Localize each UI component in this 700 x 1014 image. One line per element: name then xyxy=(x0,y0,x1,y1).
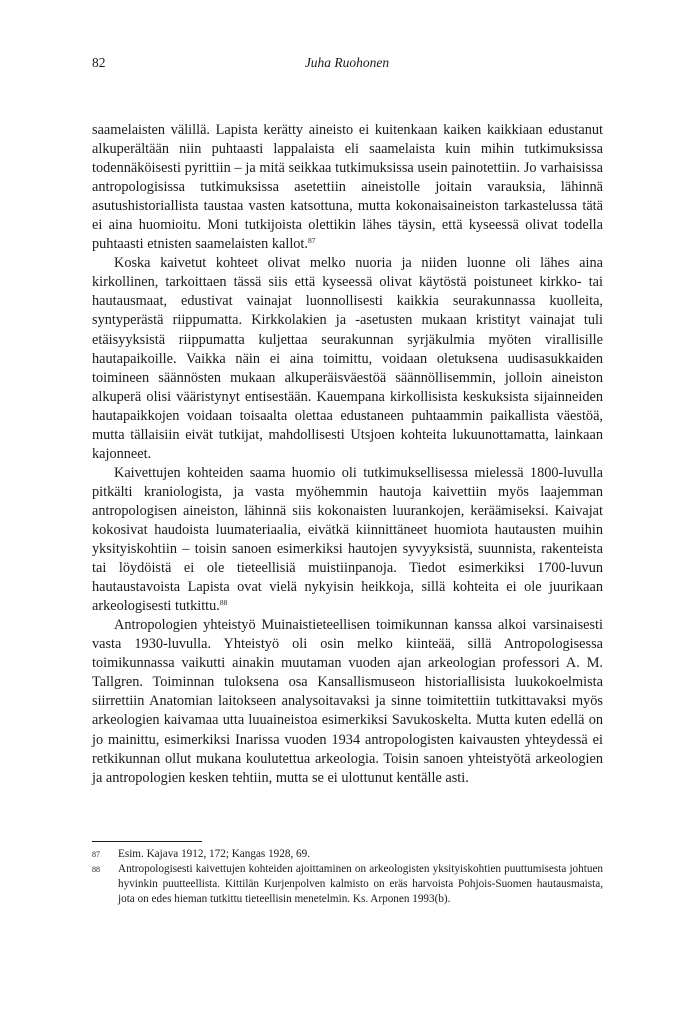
footnote-number: 88 xyxy=(92,865,100,874)
footnote-number: 87 xyxy=(92,850,100,859)
paragraph xyxy=(92,616,603,787)
page-number: 82 xyxy=(92,55,106,70)
footnote-reference[interactable]: 88 xyxy=(219,598,228,608)
footnote-divider xyxy=(92,841,202,842)
paragraph xyxy=(92,254,603,464)
paragraph-text: saamelaisten välillä. Lapista kerätty aineisto ei kuitenkaan kaiken kaikkiaan edustanut alkuperältään niin puhtaasti lappalaista eli saamelaista kuin mihin tutkimuksissa todennäköisesti pyrittiin – ja mitä seikkaa tutkimuksissa usein painotettiin. Jo varhaisissa antropologisissa tutkimuksissa asetettiin aineistolle joitain varauksia, lähinnä asutushistoriallista taustaa vasten katsottuna, mutta kokonaisaineiston tarkastelussa tätä ei aina huomioitu. Moni tutkijoista olettikin lähes täysin, että kyseessä olivat todella puhtaasti etnisten saamelaisten kallot. xyxy=(92,122,603,253)
paragraph xyxy=(92,121,603,254)
footnote xyxy=(92,847,603,862)
footnote-text: Antropologisesti kaivettujen kohteiden ajoittaminen on arkeologisten yksityiskohtien puuttumisesta johtuen hyvinkin puutteellista. Kittilän Kurjenpolven kalmisto on eräs harvoista Pohjois-Suomen hautausmaista, jota on edes hieman tutkittu tieteellisin menetelmin. Ks. Arponen 1993(b). xyxy=(118,863,603,905)
paragraph-text: Antropologien yhteistyö Muinaistieteellisen toimikunnan kanssa alkoi varsinaisesti vasta 1930-luvulla. Yhteistyö oli osin melko kiinteää, sillä Antropologisessa toimikunnassa vaikutti ainakin muutaman vuoden ajan arkeologian professori A. M. Tallgren. Toiminnan tuloksena osa Kansallismuseon historiallisista luukokoelmista siirrettiin Anatomian laitokseen analysoitavaksi ja sinne toimitettiin tutkittavaksi myös arkeologien kaivamaa utta luuaineistoa esimerkiksi Savukoskelta. Mutta kuten edellä on jo mainittu, esimerkiksi Inarissa vuoden 1934 antropologisten kaivausten yhteydessä ei retkikunnan ollut mukana koulutettua arkeologia. Toisin sanoen yhteistyötä arkeologien ja antropologien kesken tehtiin, mutta se ei ulottunut kentälle asti. xyxy=(92,617,603,786)
footnote-text: Esim. Kajava 1912, 172; Kangas 1928, 69. xyxy=(118,848,311,860)
footnotes xyxy=(92,847,603,907)
paragraph-text: Koska kaivetut kohteet olivat melko nuoria ja niiden luonne oli lähes aina kirkollinen, tarkoittaen tässä siis että kyseessä olivat käytöstä poistuneet kirkko- tai hautausmaat, edustivat vainajat luonnollisesti kaikkia seurakunnassa kuolleita, syntyperästä riippumatta. Kirkkolakien ja -asetusten mukaan kristityt vainajat tuli etäisyyksistä riippumatta kuljettaa seurakunnan syrjäkulmia myöten virallisille hautapaikoille. Vaikka näin ei aina toimittu, voidaan oletuksena uudisasukkaiden toimineen säännösten mukaan alkuperäisväestöä säännöllisemmin, jolloin aineiston alkuperä olisi vääristynyt entisestään. Kauempana kirkollisista keskuksista sijainneiden hautapaikkojen voidaan toisaalta olettaa edustaneen puhtaammin paikallista väestöä, mutta tällaisiin eivät tutkijat, mahdollisesti Utsjoen kohteita lukuunottamatta, lainkaan kajonneet. xyxy=(92,255,603,462)
running-title-author: Juha Ruohonen xyxy=(304,55,390,70)
footnote-reference[interactable]: 87 xyxy=(307,236,316,246)
body-text xyxy=(92,121,603,788)
paragraph xyxy=(92,464,603,616)
page-header xyxy=(92,55,602,75)
paragraph-text: Kaivettujen kohteiden saama huomio oli tutkimuksellisessa mielessä 1800-luvulla pitkälti kraniologista, ja vasta myöhemmin hautoja kaivettiin myös laajemman antropologisen aineiston, lähinnä siis kokonaisten luurankojen, keräämiseksi. Kaivajat kokosivat haudoista luumateriaalia, eivätkä kiinnittäneet huomiota hautausten muihin yksityiskohtiin – toisin sanoen esimerkiksi hautojen syvyyksistä, suunnista, rakenteista tai löydöistä ei ole tieteellisiä muistiinpanoja. Tiedot esimerkiksi 1700-luvun hautaustavoista Lapista ovat vielä nykyisin heikkoja, sillä kohteita ei ole juurikaan arkeologisesti tutkittu. xyxy=(92,464,603,615)
footnote xyxy=(92,862,603,907)
